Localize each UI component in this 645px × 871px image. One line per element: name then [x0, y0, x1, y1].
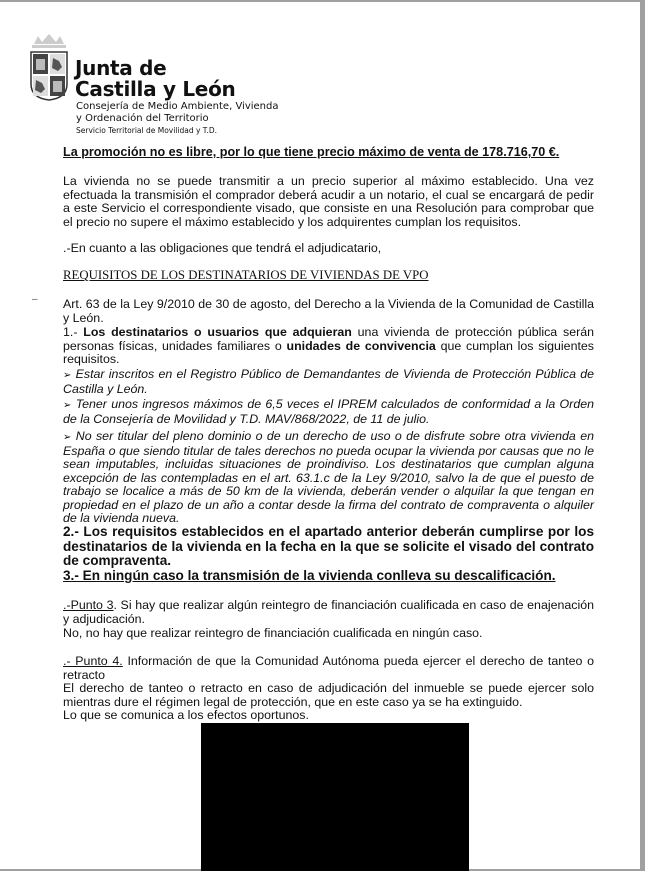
- point-3-label: .-Punto 3: [63, 598, 114, 612]
- closing-line: Lo que se comunica a los efectos oportunos.: [63, 708, 309, 722]
- point-3-answer: No, no hay que realizar reintegro de financiación cualificada en ningún caso.: [63, 626, 483, 640]
- transmission-paragraph: La vivienda no se puede transmitir a un precio superior al máximo establecido. Una vez efectuada la transmisión el comprador deberá acudir a un notario, el cual se encargará de pedir a este Servicio el correspondiente visado, que consiste en una Resolución para comprobar que el precio no supere el máximo establecido y los adquirentes cumplan los requisitos.: [63, 174, 594, 229]
- r1-bold1: Los destinatarios o usuarios que adquieran: [83, 325, 352, 339]
- bullet-text: No ser titular del pleno dominio o de un derecho de uso o de disfrute sobre otra vivienda en España o que siendo titular de tales derechos no pueda ocupar la vivienda por causas que no le sean imputables, incluidas situaciones de proindiviso. Los destinatarios que cumplan alguna excepción de las contempladas en el art. 63.1.c de la Ley 9/2010, salvo la de que el puesto de trabajo se localice a más de 50 km de la vivienda, deberán vender o alquilar la que tengan en propiedad en el plazo de un año a contar desde la firma del contrato de compraventa o alquiler de la vivienda nueva.: [63, 429, 594, 525]
- r1-bold2: unidades de convivencia: [286, 338, 436, 353]
- document-page: [0, 2, 640, 869]
- bullet-arrow-icon: ➢: [63, 400, 72, 411]
- bullet-registry: [63, 368, 594, 396]
- bullet-income: [63, 398, 594, 426]
- requirements-heading: REQUISITOS DE LOS DESTINATARIOS DE VIVIENDAS DE VPO: [63, 268, 429, 282]
- redacted-signature-block: [201, 723, 469, 871]
- art63-paragraph: Art. 63 de la Ley 9/2010 de 30 de agosto, del Derecho a la Vivienda de la Comunidad de Castilla y León.: [63, 297, 594, 325]
- r1-num: 1.-: [63, 325, 84, 339]
- r1-text2: que cumplan los siguientes requisitos.: [63, 338, 594, 366]
- bullet-arrow-icon: ➢: [63, 370, 72, 381]
- coat-of-arms-logo: [28, 32, 70, 102]
- department-line1: Consejería de Medio Ambiente, Vivienda: [76, 101, 279, 112]
- margin-dash: –: [32, 294, 38, 305]
- r1-text1: una vivienda de protección pública serán personas físicas, unidades familiares o: [63, 325, 594, 353]
- point-3-text: . Si hay que realizar algún reintegro de financiación cualificada en caso de enajenación y adjudicación.: [63, 598, 594, 626]
- point-4-text: Información de que la Comunidad Autónoma pueda ejercer el derecho de tanteo o retracto: [63, 654, 594, 682]
- bullet-text: Estar inscritos en el Registro Público de Demandantes de Vivienda de Protección Pública de Castilla y León.: [63, 367, 594, 396]
- bullet-arrow-icon: ➢: [63, 432, 72, 443]
- point-4-label: .- Punto 4.: [63, 654, 123, 668]
- logo-line1: Junta de: [75, 56, 167, 80]
- price-notice: La promoción no es libre, por lo que tiene precio máximo de venta de 178.716,70 €.: [63, 145, 560, 159]
- point-3-question: [63, 599, 594, 626]
- bullet-ownership: [63, 430, 594, 526]
- point-4-question: [63, 655, 594, 682]
- requirement-1: [63, 326, 594, 367]
- department-line2: y Ordenación del Territorio: [76, 113, 209, 124]
- logo-line2: Castilla y León: [75, 77, 236, 101]
- requirement-3: 3.- En ningún caso la transmisión de la vivienda conlleva su descalificación.: [63, 568, 556, 583]
- bullet-text: Tener unos ingresos máximos de 6,5 veces el IPREM calculados de conformidad a la Orden de la Consejería de Movilidad y T.D. MAV/868/2022, de 11 de julio.: [63, 397, 594, 426]
- obligations-line: .-En cuanto a las obligaciones que tendrá el adjudicatario,: [63, 241, 382, 255]
- requirement-2: 2.- Los requisitos establecidos en el apartado anterior deberán cumplirse por los destinatarios de la vivienda en la fecha en la que se solicite el visado del contrato de compraventa.: [63, 524, 594, 568]
- service-name: Servicio Territorial de Movilidad y T.D.: [76, 126, 218, 135]
- point-4-answer: El derecho de tanteo o retracto en caso de adjudicación del inmueble se puede ejercer solo mientras dure el régimen legal de protección, que en este caso ya se ha extinguido.: [63, 681, 594, 709]
